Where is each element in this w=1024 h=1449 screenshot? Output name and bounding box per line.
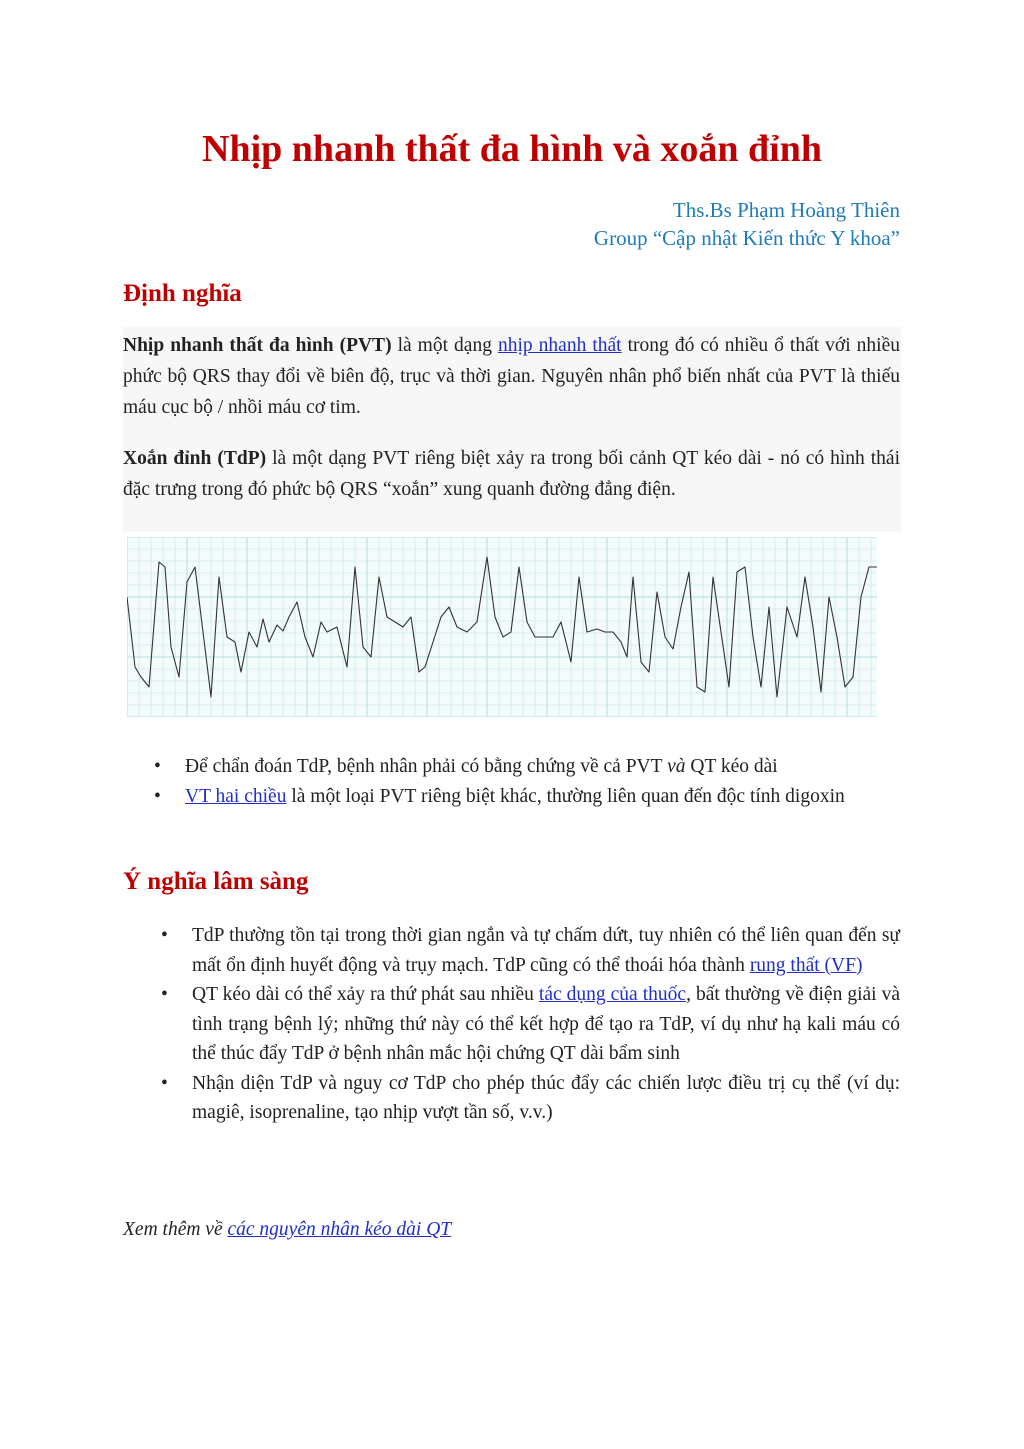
definition-bullet-list <box>154 752 900 811</box>
tdp-term: Xoắn đỉnh (TdP) <box>123 448 267 469</box>
bullet-text: TdP thường tồn tại trong thời gian ngắn và tự chấm dứt, tuy nhiên có thể liên quan đến sự mất ổn định huyết động và trụy mạch. TdP cũng có thể thoái hóa thành <box>192 925 900 976</box>
bullet-icon: • <box>154 785 161 807</box>
bullet-text: Nhận diện TdP và nguy cơ TdP cho phép thúc đẩy các chiến lược điều trị cụ thể (ví dụ: magiê, isoprenaline, tạo nhịp vượt tần số, v.v.) <box>192 1072 900 1123</box>
bullet-text: , bất thường về điện giải và tình trạng bệnh lý; những thứ này có thể kết hợp để tạo ra TdP, ví dụ như hạ kali máu có thể thúc đẩy TdP ở bệnh nhân mắc hội chứng QT dài bẩm sinh <box>192 984 900 1064</box>
bullet-icon: • <box>161 984 168 1005</box>
list-item <box>154 782 900 812</box>
tdp-text: là một dạng PVT riêng biệt xảy ra trong bối cảnh QT kéo dài - nó có hình thái đặc trưng trong đó phức bộ QRS “xoắn” xung quanh đường đẳng điện. <box>123 448 900 500</box>
definition-heading: Định nghĩa <box>123 280 242 307</box>
qt-causes-link[interactable]: các nguyên nhân kéo dài QT <box>227 1219 452 1240</box>
bullet-icon: • <box>154 756 161 777</box>
list-item <box>161 921 900 980</box>
pvt-term: Nhịp nhanh thất đa hình (PVT) <box>123 335 392 356</box>
bullet-text: QT kéo dài có thể xảy ra thứ phát sau nhiều <box>192 984 539 1005</box>
tdp-definition-paragraph <box>123 443 900 505</box>
bullet-icon: • <box>161 925 168 946</box>
pvt-text-post: trong đó có nhiều ổ thất với nhiều phức bộ QRS thay đổi về biên độ, trục và thời gian. Nguyên nhân phổ biến nhất của PVT là thiếu máu cục bộ / nhồi máu cơ tim. <box>123 335 900 418</box>
bullet-text: là một loại PVT riêng biệt khác, thường liên quan đến độc tính digoxin <box>286 785 845 807</box>
author-block <box>594 196 900 252</box>
vt-link[interactable]: nhịp nhanh thất <box>497 335 622 356</box>
bullet-italic: và <box>667 756 686 777</box>
list-item <box>161 980 900 1069</box>
pvt-definition-paragraph <box>123 330 900 423</box>
ecg-background <box>127 537 877 717</box>
bullet-text: Để chẩn đoán TdP, bệnh nhân phải có bằng chứng về cả PVT <box>185 756 668 777</box>
drug-effects-link[interactable]: tác dụng của thuốc <box>538 984 687 1005</box>
author-group: Group “Cập nhật Kiến thức Y khoa” <box>593 226 900 250</box>
list-item <box>154 752 900 782</box>
clinical-significance-heading: Ý nghĩa lâm sàng <box>123 868 309 895</box>
bullet-text: QT kéo dài <box>685 756 778 777</box>
ecg-strip-image <box>127 537 877 717</box>
page-title: Nhịp nhanh thất đa hình và xoắn đỉnh <box>202 128 822 170</box>
see-also-line <box>123 1215 451 1245</box>
list-item <box>161 1069 900 1128</box>
bullet-icon: • <box>161 1072 168 1094</box>
author-name: Ths.Bs Phạm Hoàng Thiên <box>672 198 900 222</box>
bidirectional-vt-link[interactable]: VT hai chiều <box>185 785 287 807</box>
significance-bullet-list <box>161 921 900 1128</box>
vf-link[interactable]: rung thất (VF) <box>749 954 863 976</box>
see-also-text: Xem thêm về <box>123 1219 228 1240</box>
pvt-text-pre: là một dạng <box>391 335 498 356</box>
